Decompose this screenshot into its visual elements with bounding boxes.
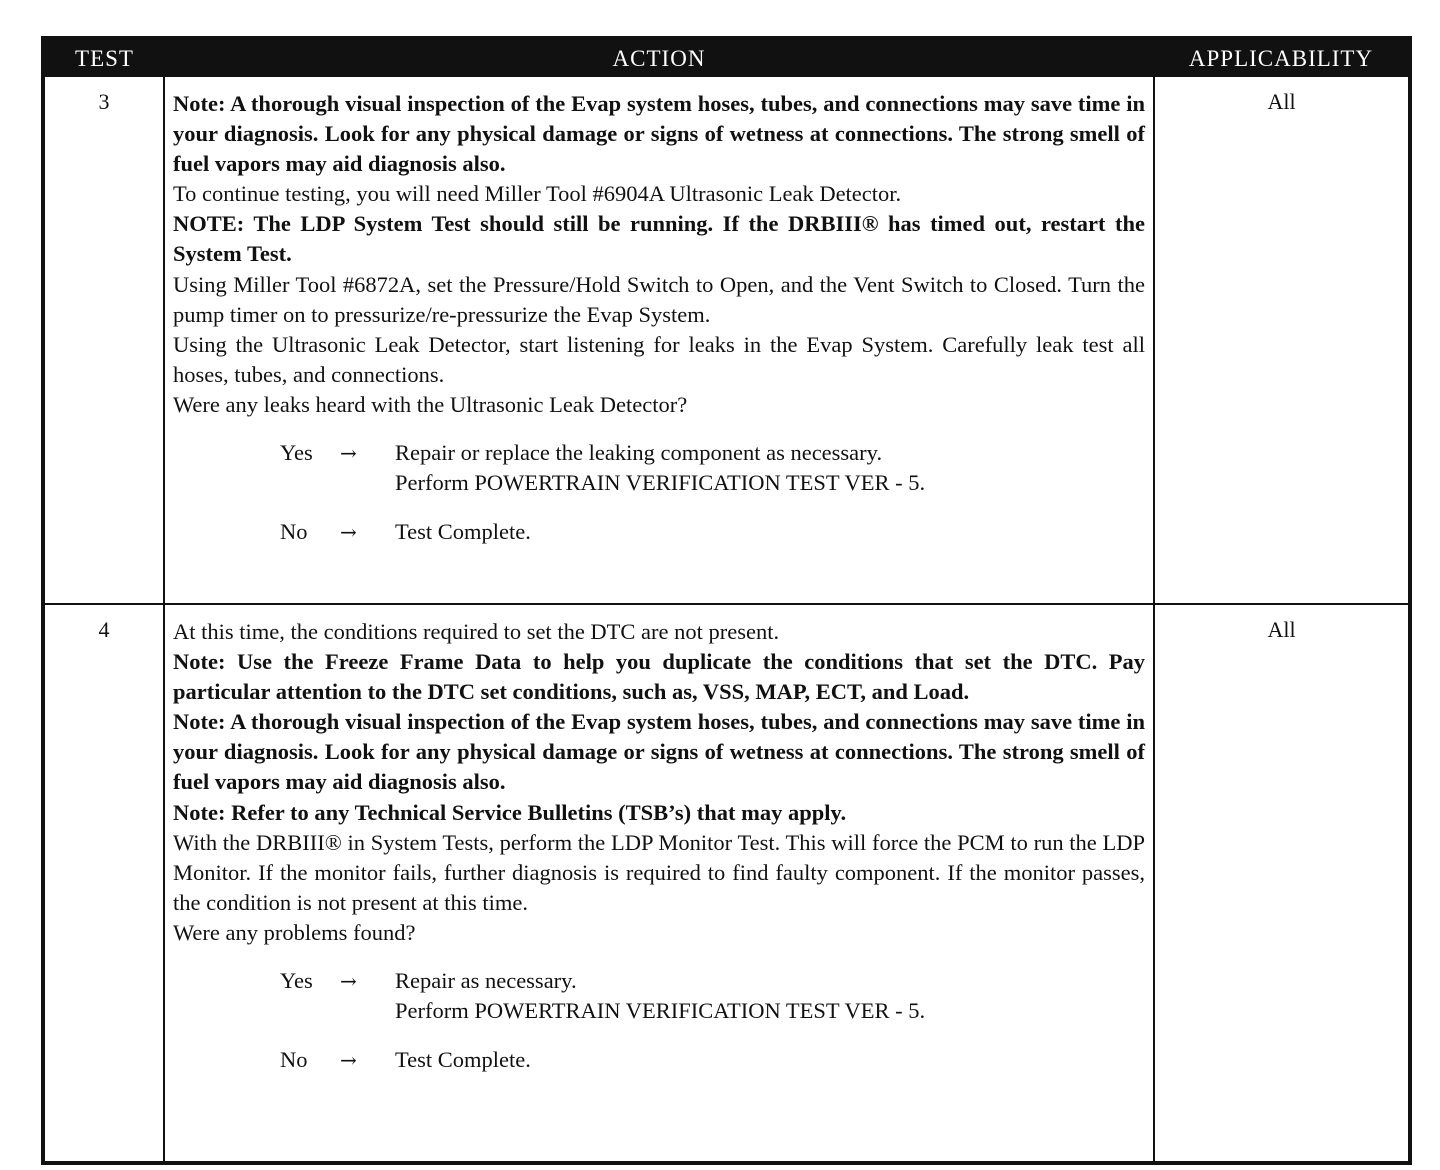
table-row xyxy=(43,77,1410,604)
action-cell xyxy=(164,77,1154,604)
outcome-response xyxy=(395,966,1145,1026)
action-paragraph: Note: Refer to any Technical Service Bulletins (TSB’s) that may apply. xyxy=(173,799,847,825)
answer-label: No xyxy=(280,1047,308,1073)
response-line: Perform POWERTRAIN VERIFICATION TEST VER - 5. xyxy=(395,998,926,1024)
arrow-right-icon: → xyxy=(340,969,357,994)
outcome-response xyxy=(395,438,1145,498)
outcome-no xyxy=(280,517,1145,547)
action-cell xyxy=(164,604,1154,1163)
action-paragraph: At this time, the conditions required to set the DTC are not present. xyxy=(173,619,780,644)
arrow-right-icon: → xyxy=(340,1048,357,1073)
applicability-value: All xyxy=(1154,77,1410,604)
header-row xyxy=(43,38,1410,77)
table-header xyxy=(43,38,1410,77)
outcome-response xyxy=(395,517,1145,547)
arrow-right-icon: → xyxy=(340,520,357,545)
outcomes xyxy=(173,966,1145,1075)
response-line: Repair as necessary. xyxy=(395,968,577,994)
response-line: Test Complete. xyxy=(395,519,531,545)
table-row xyxy=(43,604,1410,1163)
procedure-table xyxy=(41,36,1412,1165)
action-paragraph: To continue testing, you will need Miller Tool #6904A Ultrasonic Leak Detector. xyxy=(173,181,902,207)
action-paragraph: Note: A thorough visual inspection of the Evap system hoses, tubes, and connections may save time in your diagnosis. Look for any physical damage or signs of wetness at connections. The strong smell of fuel vapors may aid diagnosis also. xyxy=(173,91,1145,177)
action-paragraph: Using Miller Tool #6872A, set the Pressure/Hold Switch to Open, and the Vent Switch to Closed. Turn the pump timer on to pressurize/re-pressurize the Evap System. xyxy=(173,271,1145,327)
outcome-yes xyxy=(280,438,1145,498)
header-applicability: APPLICABILITY xyxy=(1154,38,1410,77)
header-test: TEST xyxy=(43,38,164,77)
answer-label: Yes xyxy=(280,968,313,994)
arrow-right-icon: → xyxy=(340,441,357,466)
answer-label: Yes xyxy=(280,440,313,466)
action-paragraph: Using the Ultrasonic Leak Detector, start listening for leaks in the Evap System. Carefully leak test all hoses, tubes, and connections. xyxy=(173,331,1145,387)
action-paragraph: Were any leaks heard with the Ultrasonic Leak Detector? xyxy=(173,391,688,417)
action-paragraph: NOTE: The LDP System Test should still be running. If the DRBIII® has timed out, restart the System Test. xyxy=(173,211,1145,267)
header-action: ACTION xyxy=(164,38,1154,77)
action-paragraph: Note: A thorough visual inspection of the Evap system hoses, tubes, and connections may save time in your diagnosis. Look for any physical damage or signs of wetness at connections. The strong smell of fuel vapors may aid diagnosis also. xyxy=(173,709,1145,795)
response-line: Test Complete. xyxy=(395,1047,531,1073)
test-number: 4 xyxy=(43,604,164,1163)
outcome-response xyxy=(395,1045,1145,1075)
response-line: Repair or replace the leaking component as necessary. xyxy=(395,440,883,466)
action-paragraph: Note: Use the Freeze Frame Data to help you duplicate the conditions that set the DTC. Pay particular attention to the DTC set conditions, such as, VSS, MAP, ECT, and Load. xyxy=(173,649,1145,705)
applicability-value: All xyxy=(1154,604,1410,1163)
outcome-yes xyxy=(280,966,1145,1026)
test-number: 3 xyxy=(43,77,164,604)
outcome-no xyxy=(280,1045,1145,1075)
answer-label: No xyxy=(280,519,308,545)
response-line: Perform POWERTRAIN VERIFICATION TEST VER - 5. xyxy=(395,470,926,496)
outcomes xyxy=(173,438,1145,547)
action-paragraph: With the DRBIII® in System Tests, perform the LDP Monitor Test. This will force the PCM to run the LDP Monitor. If the monitor fails, further diagnosis is required to find faulty component. If the monitor passes, the condition is not present at this time. xyxy=(173,829,1145,915)
action-paragraph: Were any problems found? xyxy=(173,919,416,945)
